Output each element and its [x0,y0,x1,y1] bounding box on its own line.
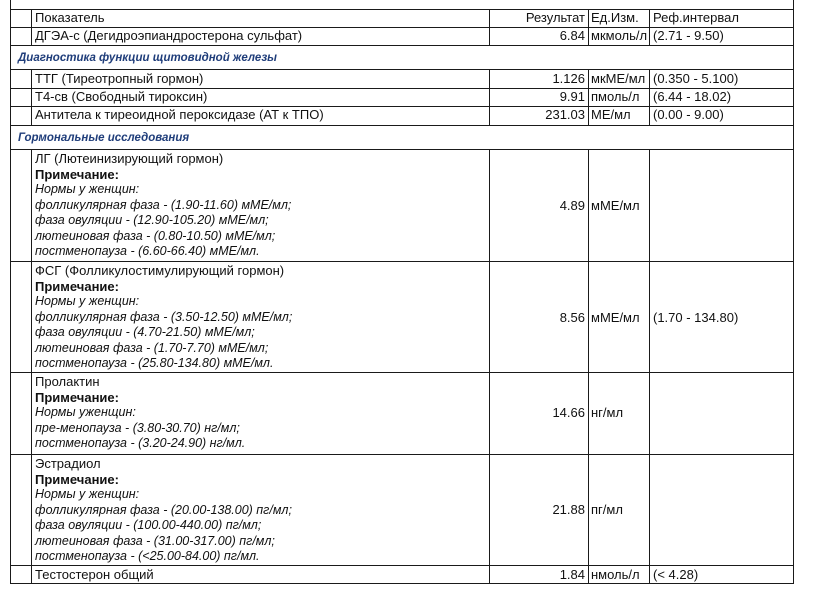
column-line-ref [649,69,650,125]
row-result-free-t4: 9.91 [559,89,585,104]
table-border-bottom [10,583,793,584]
section-heading-hormones: Гормональные исследования [18,132,190,144]
row-name-fsh: ФСГ (Фолликулостимулирующий гормон) [35,263,285,278]
column-line-indent [31,9,32,45]
row-result-lh: 4.89 [559,198,585,213]
row-block-estradiol [35,456,487,565]
row-ref-free-t4: (6.44 - 18.02) [653,89,732,104]
row-result-dhea-s: 6.84 [559,28,585,43]
row-divider [10,45,793,46]
note-line: фолликулярная фаза - (20.00-138.00) пг/мл; [35,502,292,517]
row-name-estradiol: Эстрадиол [35,456,101,471]
row-block-prolactin [35,374,487,452]
header-unit: Ед.Изм. [591,10,639,25]
note-line: фаза овуляции - (4.70-21.50) мМЕ/мл; [35,325,255,339]
row-result-testosterone: 1.84 [559,567,585,582]
row-ref-dhea-s: (2.71 - 9.50) [653,28,724,43]
note-line: Нормы уженщин: [35,405,136,419]
column-line-indent [31,149,32,583]
column-line-ref [649,9,650,45]
row-divider [10,261,793,262]
note-label: Примечание: [35,389,119,405]
note-line: лютеиновая фаза - (0.80-10.50) мМЕ/мл; [35,228,276,243]
row-unit-prolactin: нг/мл [591,405,624,420]
row-block-lh [35,151,487,260]
row-unit-fsh: мМЕ/мл [591,310,640,325]
note-line: Нормы у женщин: [35,487,140,501]
column-line-unit [588,69,589,125]
column-line-unit [588,149,589,583]
row-divider [10,565,793,566]
row-unit-dhea-s: мкмоль/л [591,28,648,43]
row-result-fsh: 8.56 [559,310,585,325]
section-heading-thyroid: Диагностика функции щитовидной железы [18,52,278,64]
note-line: фаза овуляции - (12.90-105.20) мМЕ/мл; [35,213,269,227]
row-result-tsh: 1.126 [552,71,585,86]
row-result-estradiol: 21.88 [552,502,585,517]
row-divider [10,454,793,455]
row-divider [10,372,793,373]
row-name-tsh: ТТГ (Тиреотропный гормон) [35,71,204,86]
row-ref-testosterone: (< 4.28) [653,567,699,582]
column-line-result [489,9,490,45]
column-line-unit [588,9,589,45]
row-unit-lh: мМЕ/мл [591,198,640,213]
note-label: Примечание: [35,471,119,487]
row-name-testosterone: Тестостерон общий [35,567,154,582]
column-line-ref [649,149,650,583]
row-divider [10,69,793,70]
note-line: постменопауза - (6.60-66.40) мМЕ/мл. [35,244,260,258]
row-unit-testosterone: нмоль/л [591,567,640,582]
column-line-result [489,149,490,583]
row-name-lh: ЛГ (Лютеинизирующий гормон) [35,151,224,166]
note-line: фолликулярная фаза - (3.50-12.50) мМЕ/мл; [35,309,293,324]
row-unit-tsh: мкМЕ/мл [591,71,646,86]
row-block-fsh [35,263,487,372]
note-line: Нормы у женщин: [35,182,140,196]
column-line-indent [31,69,32,125]
row-name-dhea-s: ДГЭА-с (Дегидроэпиандростерона сульфат) [35,28,303,43]
note-line: постменопауза - (25.80-134.80) мМЕ/мл. [35,356,274,370]
note-line: постменопауза - (<25.00-84.00) пг/мл. [35,549,260,563]
note-line: Нормы у женщин: [35,294,140,308]
row-ref-tsh: (0.350 - 5.100) [653,71,739,86]
header-ref-interval: Реф.интервал [653,10,739,25]
row-ref-fsh: (1.70 - 134.80) [653,310,739,325]
row-unit-estradiol: пг/мл [591,502,623,517]
column-line-left [10,0,11,584]
row-name-free-t4: Т4-св (Свободный тироксин) [35,89,208,104]
note-line: лютеиновая фаза - (1.70-7.70) мМЕ/мл; [35,340,269,355]
row-unit-anti-tpo: МЕ/мл [591,107,631,122]
row-divider [10,125,793,126]
note-label: Примечание: [35,166,119,182]
note-label: Примечание: [35,278,119,294]
header-indicator: Показатель [35,10,105,25]
column-line-result [489,69,490,125]
row-unit-free-t4: пмоль/л [591,89,640,104]
row-ref-anti-tpo: (0.00 - 9.00) [653,107,724,122]
note-line: постменопауза - (3.20-24.90) нг/мл. [35,436,246,450]
column-line-right [793,0,794,584]
header-result: Результат [525,10,585,25]
note-line: фолликулярная фаза - (1.90-11.60) мМЕ/мл; [35,197,292,212]
row-name-anti-tpo: Антитела к тиреоидной пероксидазе (АТ к ТПО) [35,107,324,122]
note-line: пре-менопауза - (3.80-30.70) нг/мл; [35,420,240,435]
note-line: лютеиновая фаза - (31.00-317.00) пг/мл; [35,533,275,548]
row-name-prolactin: Пролактин [35,374,100,389]
row-result-prolactin: 14.66 [552,405,585,420]
row-divider [10,149,793,150]
row-result-anti-tpo: 231.03 [545,107,585,122]
note-line: фаза овуляции - (100.00-440.00) пг/мл; [35,518,262,532]
